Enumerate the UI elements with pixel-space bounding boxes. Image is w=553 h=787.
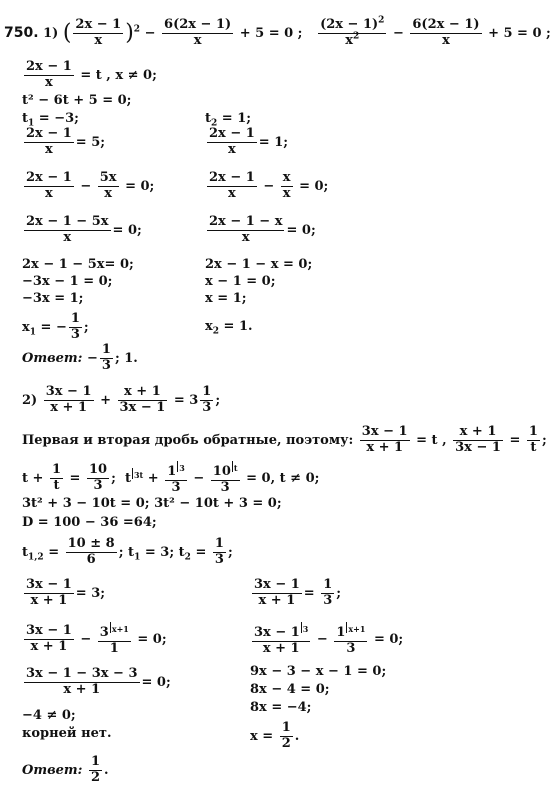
root-x1: $x_1$ = − $\frac{1}{3}$ ;: [22, 311, 89, 342]
right-step-1: $\frac{2x - 1}{x}$ = 1;: [209, 126, 289, 157]
right-step-6: x = 1;: [205, 291, 247, 306]
root-t2: $t_2 = 1$;: [205, 111, 252, 129]
right-case-2: $\frac{3x - 1 ^3}{x + 1}$ − $\frac{1 ^{x+1}}{3}$ = 0;: [254, 624, 404, 656]
right-case-1: $\frac{3x - 1}{x + 1}$ = $\frac{1}{3}$ ;: [254, 577, 342, 608]
left-step-6: −3x = 1;: [22, 291, 84, 306]
answer-1: Ответ: − $\frac{1}{3}$ ; 1.: [22, 342, 138, 373]
answer-2: Ответ: $\frac{1}{2}$ .: [22, 754, 109, 785]
right-case-3: 9x − 3 − x − 1 = 0;: [250, 664, 387, 679]
fraction: $\frac{2x - 1}{x}$: [75, 17, 122, 48]
left-step-4: 2x − 1 − 5x= 0;: [22, 257, 134, 272]
substitution: $\frac{2x - 1}{x}$ = t , x ≠ 0;: [26, 59, 157, 90]
right-case-5: 8x = −4;: [250, 700, 312, 715]
left-case-3: $\frac{3x - 1 - 3x - 3}{x + 1}$ = 0;: [26, 666, 171, 697]
right-step-3: $\frac{2x - 1 - x}{x}$ = 0;: [209, 214, 316, 245]
right-step-5: x − 1 = 0;: [205, 274, 276, 289]
left-case-1: $\frac{3x - 1}{x + 1}$ = 3;: [26, 577, 106, 608]
root-t1: $t_1 = -3$;: [22, 111, 79, 129]
left-step-1: $\frac{2x - 1}{x}$ = 5;: [26, 126, 106, 157]
left-step-5: −3x − 1 = 0;: [22, 274, 113, 289]
left-step-3: $\frac{2x - 1 - 5x}{x}$ = 0;: [26, 214, 142, 245]
root-x2: $x_2 = 1$.: [205, 319, 253, 337]
right-step-2: $\frac{2x - 1}{x}$ − $\frac{x}{x}$ = 0;: [209, 170, 329, 201]
fraction: $\frac{(2x - 1)^2}{x^2}$: [320, 15, 385, 48]
right-step-4: 2x − 1 − x = 0;: [205, 257, 313, 272]
right-case-4: 8x − 4 = 0;: [250, 682, 330, 697]
part-2-equation: 2) $\frac{3x - 1}{x + 1}$ + $\frac{x + 1}{3x - 1}$ = 3 $\frac{1}{3}$ ;: [22, 384, 221, 415]
left-step-2: $\frac{2x - 1}{x}$ − $\frac{5x}{x}$ = 0;: [26, 170, 155, 201]
problem-number: 750.: [4, 24, 39, 41]
left-case-4: −4 ≠ 0;: [22, 708, 76, 723]
right-case-6: x = $\frac{1}{2}$ .: [250, 720, 300, 751]
quadratic-2: 3t² + 3 − 10t = 0; 3t² − 10t + 3 = 0;: [22, 496, 282, 511]
left-case-2: $\frac{3x - 1}{x + 1}$ − $\frac{3 ^{x+1}}{1}$ = 0;: [26, 623, 167, 656]
fraction: $\frac{2x - 1}{x}$: [26, 59, 72, 90]
roots-t: $t_{1,2}$ = $\frac{10 \pm 8}{6}$ ; $t_1 = 3$; $t_2$ = $\frac{1}{3}$ ;: [22, 536, 233, 567]
fraction: $\frac{6(2x - 1)}{x}$: [412, 17, 480, 48]
problem-line-1: 750. 1) ( $\frac{2x - 1}{x}$ )$^2$ − $\frac{6(2x - 1)}{x}$ + 5 = 0 ; $\frac{(2x - 1)^2}{x^2}$ − $\frac{6(2x - 1)}{x}$ + 5 = 0 ;: [4, 15, 551, 48]
quadratic: t² − 6t + 5 = 0;: [22, 93, 132, 108]
part-label: 1): [43, 25, 59, 41]
fraction: $\frac{6(2x - 1)}{x}$: [164, 17, 232, 48]
left-case-5: корней нет.: [22, 726, 112, 741]
part-2-explanation: Первая и вторая дробь обратные, поэтому: $\frac{3x - 1}{x + 1}$ = t , $\frac{x + 1}{3x - 1}$ = $\frac{1}{t}$ ;: [22, 424, 547, 455]
discriminant: D = 100 − 36 =64;: [22, 515, 157, 530]
t-equation: t + $\frac{1}{t}$ = $\frac{10}{3}$ ; t $^{3t}$ + $\frac{1 ^3}{3}$ − $\frac{10 ^t}{3}$ = 0, t ≠ 0;: [22, 462, 320, 495]
